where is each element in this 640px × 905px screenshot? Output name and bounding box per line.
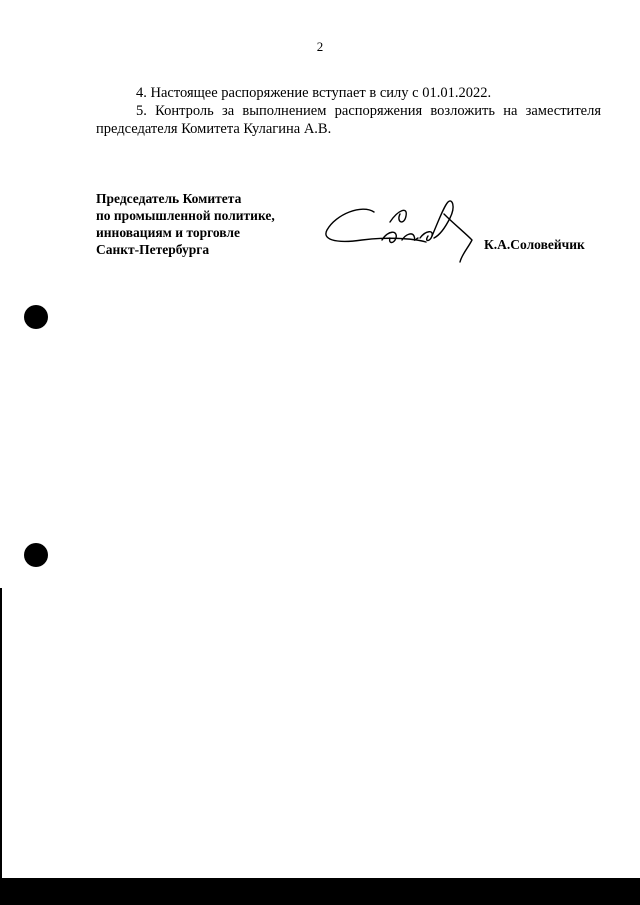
paragraph-effective-date: 4. Настоящее распоряжение вступает в силу с 01.01.2022. <box>136 85 492 101</box>
signer-position-line: Председатель Комитета <box>96 191 242 206</box>
body-text <box>96 84 601 138</box>
punch-hole-top <box>24 305 48 329</box>
page-number: 2 <box>316 39 324 54</box>
paragraph-control: 5. Контроль за выполнением распоряжения возложить на заместителя председателя Комитета Кулагина А.В. <box>96 103 601 137</box>
signer-position <box>96 190 326 258</box>
scan-edge-left <box>0 588 2 878</box>
scan-band-bottom <box>0 878 640 905</box>
punch-hole-bottom <box>24 543 48 567</box>
signer-position-line: по промышленной политике, <box>96 208 275 223</box>
handwritten-signature <box>322 192 482 270</box>
signer-position-line: инновациям и торговле <box>96 225 240 240</box>
signer-name: К.А.Соловейчик <box>484 237 585 252</box>
signer-position-line: Санкт-Петербурга <box>96 242 210 257</box>
